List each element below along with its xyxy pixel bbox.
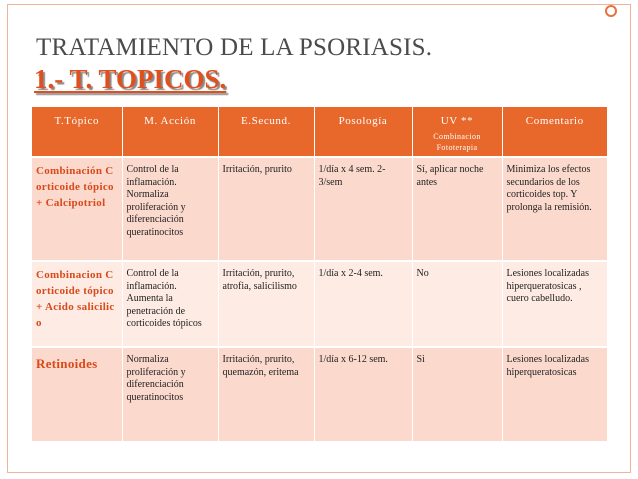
- table-header-row: [32, 107, 607, 157]
- header-uv-sublabel: Combinacion Fototerapia: [433, 132, 481, 152]
- decorative-circle: [605, 5, 617, 17]
- row-action: Control de la inflamación. Aumenta la penetración de corticoides tópicos: [122, 261, 218, 347]
- row-uv: Si: [412, 347, 502, 441]
- header-comment: Comentario: [502, 107, 607, 157]
- row-comment: Minimiza los efectos secundarios de los corticoides top. Y prolonga la remisión.: [502, 157, 607, 261]
- header-uv: [412, 107, 502, 157]
- header-dosage: Posología: [314, 107, 412, 157]
- row-comment: Lesiones localizadas hiperqueratosicas: [502, 347, 607, 441]
- slide-title: TRATAMIENTO DE LA PSORIASIS.: [36, 34, 433, 61]
- row-comment: Lesiones localizadas hiperqueratosicas , cuero cabelludo.: [502, 261, 607, 347]
- treatment-table: [32, 107, 607, 441]
- row-action: Normaliza proliferación y diferenciación queratinocitos: [122, 347, 218, 441]
- header-side-effects: E.Secund.: [218, 107, 314, 157]
- row-uv: No: [412, 261, 502, 347]
- row-action: Control de la inflamación. Normaliza proliferación y diferenciación queratinocitos: [122, 157, 218, 261]
- row-dosage: 1/día x 4 sem. 2-3/sem: [314, 157, 412, 261]
- header-topical: T.Tópico: [32, 107, 122, 157]
- header-action: M. Acción: [122, 107, 218, 157]
- table-row: [32, 347, 607, 441]
- row-side-effects: Irritación, prurito, atrofia, salicilismo: [218, 261, 314, 347]
- slide-subtitle: 1.- T. TOPICOS.: [34, 64, 227, 94]
- row-dosage: 1/día x 6-12 sem.: [314, 347, 412, 441]
- row-dosage: 1/día x 2-4 sem.: [314, 261, 412, 347]
- row-side-effects: Irritación, prurito, quemazón, eritema: [218, 347, 314, 441]
- table-row: [32, 261, 607, 347]
- row-side-effects: Irritación, prurito: [218, 157, 314, 261]
- row-uv: Sí, aplicar noche antes: [412, 157, 502, 261]
- table-row: [32, 157, 607, 261]
- row-treatment-name: Retinoides: [32, 347, 122, 441]
- header-uv-label: UV **: [440, 115, 474, 127]
- row-treatment-name: Combinación Corticoide tópico + Calcipotriol: [32, 157, 122, 261]
- row-treatment-name: Combinacion Corticoide tópico + Acido salicilico: [32, 261, 122, 347]
